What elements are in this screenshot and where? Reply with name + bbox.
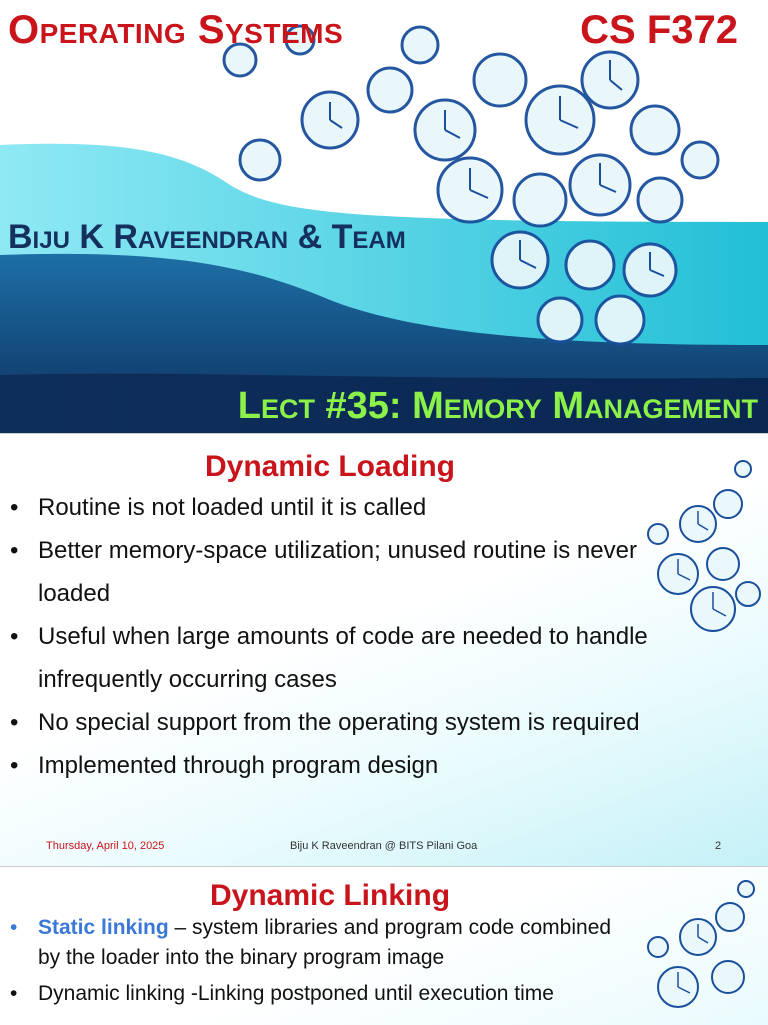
list-item: • Dynamic linking -Linking postponed until execution time — [10, 979, 620, 1009]
list-item: • Better memory-space utilization; unused routine is never loaded — [10, 529, 638, 615]
lecture-title: Lect #35: Memory Management — [237, 385, 758, 427]
slide-title: Dynamic Loading — [204, 450, 456, 483]
course-code: CS F372 — [580, 8, 738, 52]
list-item: • Routine is not loaded until it is called — [10, 486, 750, 529]
list-item: • Implemented through program design — [10, 744, 750, 787]
title-slide-background — [0, 0, 768, 433]
slide-title: Dynamic Linking — [209, 879, 451, 912]
bullet-list — [10, 486, 750, 787]
footer-author: Biju K Raveendran @ BITS Pilani Goa — [290, 840, 478, 852]
list-item: • Useful when large amounts of code are needed to handle infrequently occurring cases — [10, 615, 678, 701]
author-line: Biju K Raveendran & Team — [8, 218, 406, 256]
dynamic-linking-slide — [0, 866, 768, 1025]
static-linking-term: Static linking — [38, 916, 169, 939]
title-slide — [0, 0, 768, 433]
page-number: 2 — [715, 840, 722, 852]
bullet-list — [10, 913, 620, 1009]
list-item — [10, 913, 620, 973]
list-item: • No special support from the operating system is required — [10, 701, 750, 744]
static-linking-description: – system libraries and program code combined by the loader into the binary program image — [38, 916, 612, 969]
footer-date: Thursday, April 10, 2025 — [46, 840, 165, 852]
dynamic-loading-slide — [0, 433, 768, 866]
presentation-title: Operating Systems — [8, 8, 344, 52]
